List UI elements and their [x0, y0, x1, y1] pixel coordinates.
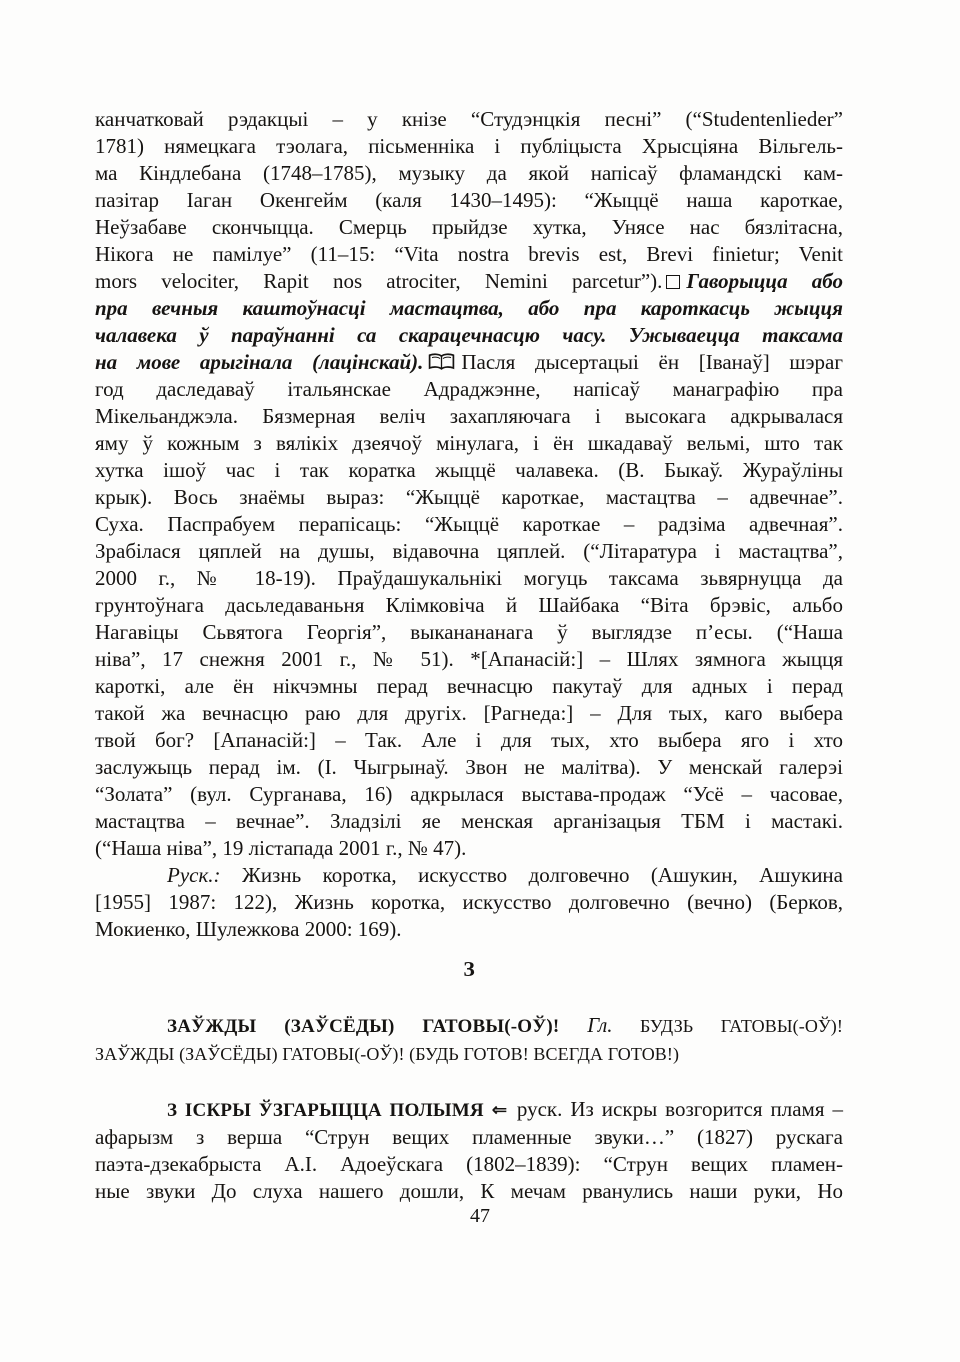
text-run: (“Наша ніва”, 19 лістапада 2001 г., № 47). [95, 836, 467, 860]
text-run: пазітар Іаган Окенгейм (каля 1430–1495): “Жыццё наша кароткае, [95, 188, 843, 212]
text-line [95, 538, 843, 565]
text-line [95, 727, 843, 754]
text-run: на мове арыгінала (лацінскай). [95, 350, 424, 374]
text-line [95, 1124, 843, 1151]
text-run: Руск.: [167, 863, 221, 887]
text-run: 1781) нямецкага тэолага, пісьменніка і публіцыста Хрысціяна Вільгель- [95, 134, 843, 158]
open-book-icon [428, 353, 455, 371]
text-run: Зрабілася цяплей на душы, відавочна цяплей. (“Літаратура і мастацтва”, [95, 539, 843, 563]
text-line [95, 700, 843, 727]
text-line [95, 808, 843, 835]
russian-equivalents [95, 862, 843, 943]
text-run: 2000 г., № 18-19). Праўдашукальнікі могуць таксама зьвярнуцца да [95, 566, 843, 590]
text-line [95, 1012, 843, 1040]
text-line [95, 430, 843, 457]
text-run: афарызм з верша “Струн вещих пламенные звуки…” (1827) рускага [95, 1125, 843, 1149]
entry-z-iskry [95, 1096, 843, 1205]
text-run: ные звуки До слуха нашего дошли, К мечам рванулись наши руки, Но [95, 1179, 843, 1203]
text-run: яму ў кожным з вялікіх дзеячоў мінулага, і ён шкадаваў вельмі, што так [95, 431, 843, 455]
text-run: ЗАЎЖДЫ (ЗАЎСЁДЫ) ГАТОВЫ(-ОЎ)! (БУДЬ ГОТОВ! ВСЕГДА ГОТОВ!) [95, 1044, 680, 1064]
text-line [95, 835, 843, 862]
text-run: БУДЗЬ ГАТОВЫ(-ОЎ)! [612, 1016, 843, 1036]
text-run: Мокиенко, Шулежкова 2000: 169). [95, 917, 402, 941]
text-line [95, 619, 843, 646]
text-line [95, 457, 843, 484]
text-run: Нікога не памілуе” (11–15: “Vita nostra brevis est, Brevi finietur; Venit [95, 242, 843, 266]
text-line [95, 916, 843, 943]
entry-continuation [95, 106, 843, 862]
text-line [95, 241, 843, 268]
text-line [95, 403, 843, 430]
text-run: кароткі, але ён нікчэмны перад вечнасцю пакутаў для адных і перад [95, 674, 843, 698]
text-run: Суха. Паспрабуем перапісаць: “Жыццё кароткае – радзіма адвечная”. [95, 512, 843, 536]
text-run: канчатковай рэдакцыі – у кнізе “Студэнцкія песні” (“Studentenlieder” [95, 107, 843, 131]
text-run: ЗАЎЖДЫ (ЗАЎСЁДЫ) ГАТОВЫ(-ОЎ)! [167, 1016, 588, 1037]
text-run: Пасля дысертацыі ён [Іванаў] шэраг [461, 350, 843, 374]
text-line [95, 565, 843, 592]
text-run: руск. Из искры возгорится пламя – [516, 1097, 843, 1121]
text-line [95, 592, 843, 619]
text-line [95, 1178, 843, 1205]
text-run: ма Кіндлебана (1748–1785), музыку да якой напісаў фламандскі кам- [95, 161, 843, 185]
text-line [95, 187, 843, 214]
text-line [95, 646, 843, 673]
text-line [95, 268, 843, 295]
text-line [95, 781, 843, 808]
text-line [95, 1151, 843, 1178]
text-run: З ІСКРЫ ЎЗГАРЫЦЦА ПОЛЫМЯ [167, 1100, 492, 1121]
text-run: мастацтва – вечнае”. Зладзілі яе менская арганізацыя ТБМ і мастакі. [95, 809, 843, 833]
text-run: пра вечныя каштоўнасці мастацтва, або пра кароткасць жыцця [95, 296, 843, 320]
text-run: ⇐ [491, 1099, 517, 1121]
text-line [95, 295, 843, 322]
text-run: такой жа вечнасцю раю для другіх. [Рагнеда:] – Для тых, каго выбера [95, 701, 843, 725]
text-run: хутка ішоў час і так коратка жыццё чалавека. (В. Быкаў. Жураўліны [95, 458, 843, 482]
text-line [95, 322, 843, 349]
text-line [95, 484, 843, 511]
text-line [95, 376, 843, 403]
text-run: твой бог? [Апанасій:] – Так. Але і для тых, хто выбера яго і хто [95, 728, 843, 752]
text-line [95, 214, 843, 241]
text-block [95, 106, 843, 1205]
text-line [95, 1096, 843, 1124]
text-run: чалавека ў параўнанні са скарацечнасцю часу. Ужываецца таксама [95, 323, 843, 347]
text-run: крык). Вось знаёмы выраз: “Жыццё кароткае, мастацтва – адвечнае”. [95, 485, 843, 509]
text-run: Мікельанджэла. Бязмерная веліч захапляючага і высокага адкрывалася [95, 404, 843, 428]
text-line [95, 862, 843, 889]
text-run: Гл. [587, 1013, 613, 1037]
page-number: 47 [470, 1205, 490, 1227]
text-run: грунтоўнага дасьледаваньня Клімковіча й Шайбака “Віта брэвіс, альбо [95, 593, 843, 617]
text-run: [1955] 1987: 122), Жизнь коротка, искусство долговечно (вечно) (Берков, [95, 890, 843, 914]
text-run: Неўзабаве скончыцца. Смерць прыйдзе хутка, Унясе нас бязлітасна, [95, 215, 843, 239]
text-line [95, 673, 843, 700]
text-run: Нагавіцы Сьвятога Георгія”, выканананага ў выглядзе п’есы. (“Наша [95, 620, 843, 644]
text-line [95, 160, 843, 187]
text-line [95, 754, 843, 781]
section-letter-z: З [463, 957, 475, 981]
text-run: “Золата” (вул. Сурганава, 16) адкрылася выстава-продаж “Усё – часовае, [95, 782, 843, 806]
text-line [95, 133, 843, 160]
text-run: mors velociter, Rapit nos atrociter, Nemini parcetur”). [95, 269, 663, 293]
text-line [95, 1040, 843, 1068]
white-square-icon [666, 275, 680, 289]
text-run: заслужыць перад ім. (І. Чыгрынаў. Звон не малітва). У менскай галерэі [95, 755, 843, 779]
entry-zauzhdy-hatovy [95, 1012, 843, 1068]
text-run: ніва”, 17 снежня 2001 г., № 51). *[Апанасій:] – Шлях зямнога жыцця [95, 647, 843, 671]
text-line [95, 511, 843, 538]
text-line [95, 349, 843, 376]
text-run: Гаворыцца або [686, 269, 843, 293]
text-line [95, 889, 843, 916]
text-run: год даследаваў італьянскае Адраджэнне, напісаў манаграфію пра [95, 377, 843, 401]
text-run: паэта-дзекабрыста А.І. Адоеўскага (1802–1839): “Струн вещих пламен- [95, 1152, 843, 1176]
text-line [95, 106, 843, 133]
text-run: Жизнь коротка, искусство долговечно (Ашукин, Ашукина [220, 863, 843, 887]
